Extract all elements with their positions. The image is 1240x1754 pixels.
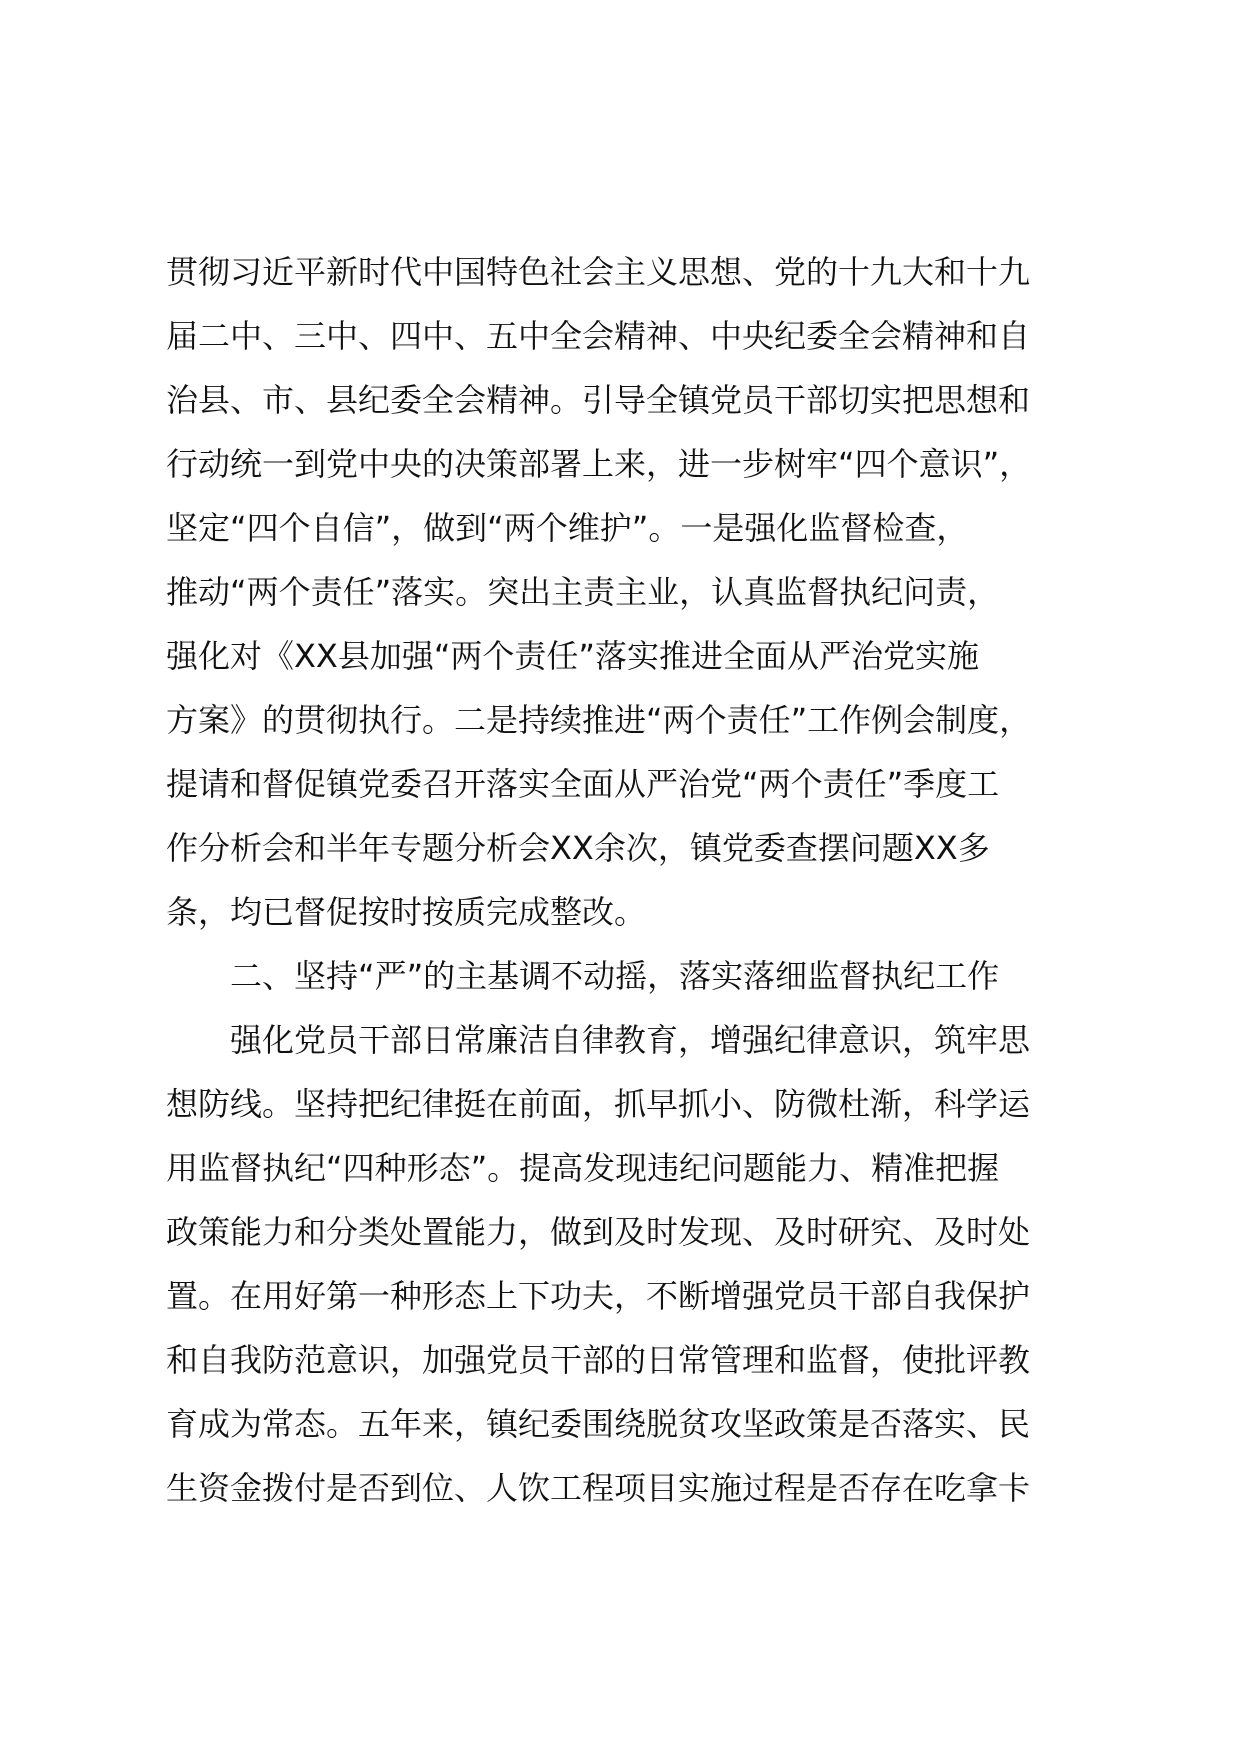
paragraph-1 [166,240,1106,944]
text-line: 提请和督促镇党委召开落实全面从严治党“两个责任”季度工 [166,765,1000,803]
body-text [166,240,1106,1520]
text-line: 作分析会和半年专题分析会XX余次，镇党委查摆问题XX多 [166,829,990,867]
text-line: 置。在用好第一种形态上下功夫，不断增强党员干部自我保护 [166,1277,1031,1315]
text-line: 推动“两个责任”落实。突出主责主业，认真监督执纪问责， [166,573,1000,611]
text-line: 生资金拨付是否到位、人饮工程项目实施过程是否存在吃拿卡 [166,1469,1031,1507]
paragraph-2 [166,1008,1106,1520]
text-line: 育成为常态。五年来，镇纪委围绕脱贫攻坚政策是否落实、民 [166,1405,1031,1443]
text-line: 政策能力和分类处置能力，做到及时发现、及时研究、及时处 [166,1213,1031,1251]
text-line: 强化对《XX县加强“两个责任”落实推进全面从严治党实施 [166,637,980,675]
text-line: 用监督执纪“四种形态”。提高发现违纪问题能力、精准把握 [166,1149,1000,1187]
text-line: 坚定“四个自信”，做到“两个维护”。一是强化监督检查， [166,509,969,547]
text-line: 和自我防范意识，加强党员干部的日常管理和监督，使批评教 [166,1341,1031,1379]
section-heading: 二、坚持“严”的主基调不动摇，落实落细监督执纪工作 [230,957,1000,995]
text-line: 行动统一到党中央的决策部署上来，进一步树牢“四个意识”， [166,445,1032,483]
text-line: 贯彻习近平新时代中国特色社会主义思想、党的十九大和十九 [166,253,1031,291]
text-line: 届二中、三中、四中、五中全会精神、中央纪委全会精神和自 [166,317,1031,355]
text-line: 条，均已督促按时按质完成整改。 [166,893,647,931]
text-line: 想防线。坚持把纪律挺在前面，抓早抓小、防微杜渐，科学运 [166,1085,1031,1123]
text-line: 方案》的贯彻执行。二是持续推进“两个责任”工作例会制度， [166,701,1032,739]
text-line: 治县、市、县纪委全会精神。引导全镇党员干部切实把思想和 [166,381,1031,419]
text-line: 强化党员干部日常廉洁自律教育，增强纪律意识，筑牢思 [230,1021,1031,1059]
